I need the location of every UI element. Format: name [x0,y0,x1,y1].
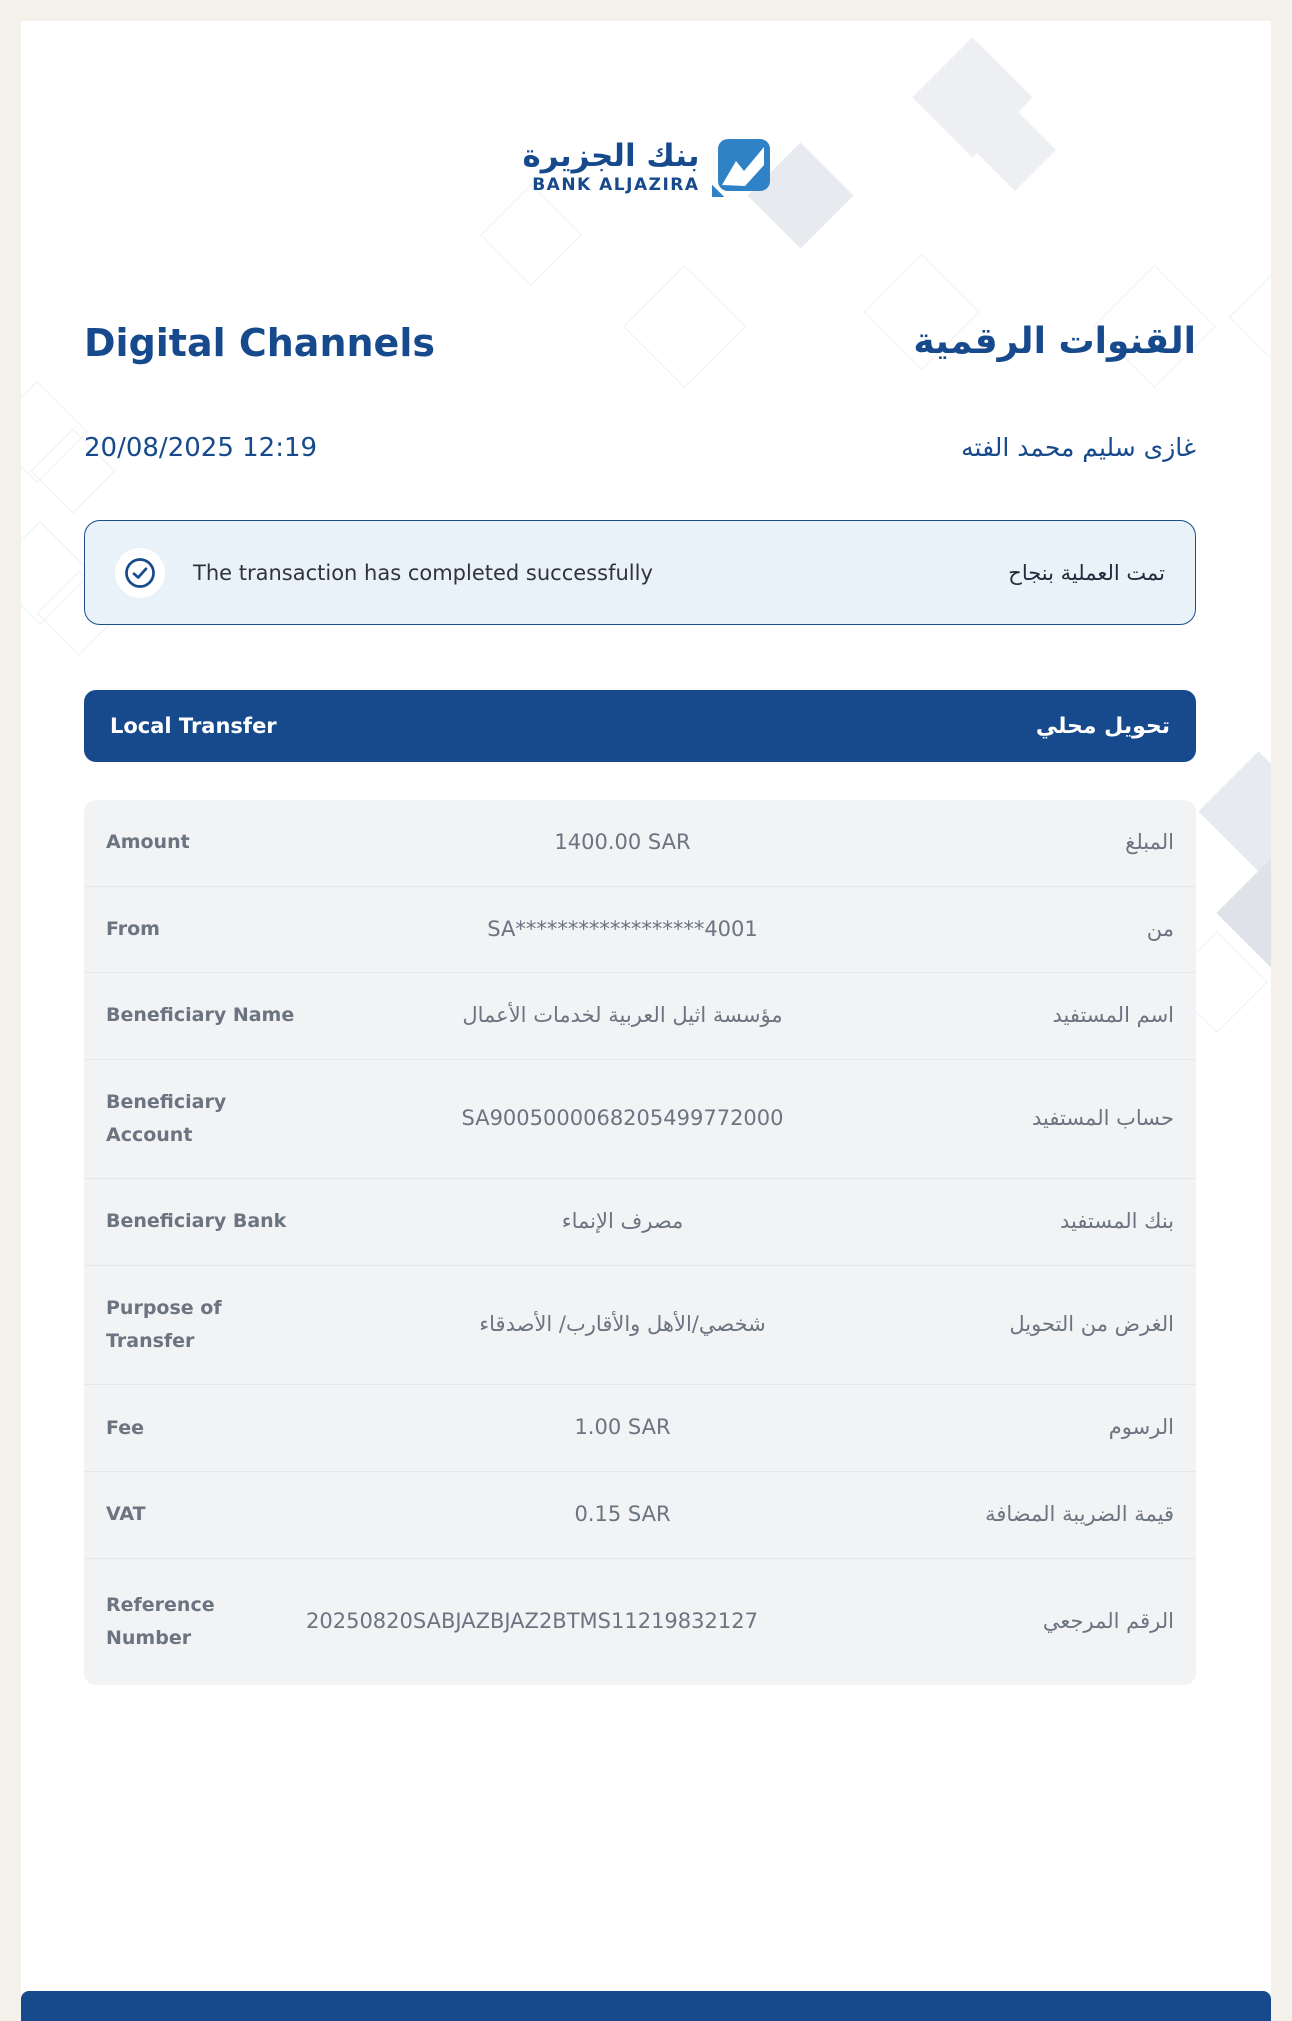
row-label-english: Purpose of Transfer [106,1296,222,1353]
row-label-arabic: قيمة الضريبة المضافة [985,1501,1174,1526]
row-label-arabic: بنك المستفيد [1060,1209,1174,1234]
row-label-arabic: اسم المستفيد [1052,1003,1174,1028]
bank-logo-arabic: بنك الجزيرة [522,138,700,174]
row-value: مصرف الإنماء [561,1209,684,1234]
success-banner [84,520,1196,625]
row-value: مؤسسة اثيل العربية لخدمات الأعمال [462,1003,783,1028]
watermark-shape [1229,259,1271,375]
table-row [84,1178,1196,1265]
table-row [84,1558,1196,1686]
row-label-arabic: حساب المستفيد [1032,1106,1174,1131]
section-title-arabic: تحويل محلي [1035,713,1170,739]
table-row [84,1471,1196,1558]
row-label-english: Fee [106,1416,144,1439]
row-value: SA9005000068205499772000 [461,1106,784,1131]
section-header [84,690,1196,762]
bank-logo [21,139,1271,195]
bank-logo-english: BANK ALJAZIRA [532,175,700,196]
row-label-english: From [106,917,160,940]
table-row [84,1265,1196,1385]
table-row [84,800,1196,886]
row-value: 1400.00 SAR [554,830,691,855]
row-label-english: Beneficiary Name [106,1004,295,1027]
row-label-arabic: الغرض من التحويل [1009,1312,1174,1337]
bank-logo-icon [714,139,770,195]
row-value: SA******************4001 [487,916,758,941]
watermark-shape [480,184,582,286]
receipt-card [21,21,1271,1998]
watermark-shape [1198,751,1271,871]
customer-name: غازى سليم محمد الفته [961,433,1196,462]
row-label-arabic: المبلغ [1125,830,1174,854]
row-label-english: Beneficiary Bank [106,1210,287,1233]
page-title-arabic: القنوات الرقمية [913,321,1196,362]
row-label-english: Reference Number [106,1593,215,1649]
table-row [84,1384,1196,1471]
transaction-details-table [84,800,1196,1685]
row-value: 1.00 SAR [574,1415,671,1440]
row-value: 0.15 SAR [574,1502,671,1527]
transaction-datetime: 20/08/2025 12:19 [84,433,318,463]
success-message-english: The transaction has completed successfully [193,560,653,585]
check-circle-icon [115,548,165,598]
success-message-arabic: تمت العملية بنجاح [1008,560,1165,585]
row-label-arabic: الرقم المرجعي [1042,1609,1174,1634]
table-row [84,886,1196,973]
row-value: 20250820SABJAZBJAZ2BTMS11219832127 [306,1609,758,1634]
row-label-english: Beneficiary Account [106,1090,227,1147]
table-row [84,972,1196,1059]
table-row [84,1059,1196,1179]
row-label-arabic: الرسوم [1108,1415,1174,1440]
page-title-english: Digital Channels [84,321,435,365]
footer-bar [21,1991,1271,2021]
row-label-english: Amount [106,831,190,854]
row-value: شخصي/الأهل والأقارب/ الأصدقاء [479,1312,766,1337]
section-title-english: Local Transfer [110,714,277,738]
row-label-english: VAT [106,1503,146,1526]
row-label-arabic: من [1146,916,1174,941]
